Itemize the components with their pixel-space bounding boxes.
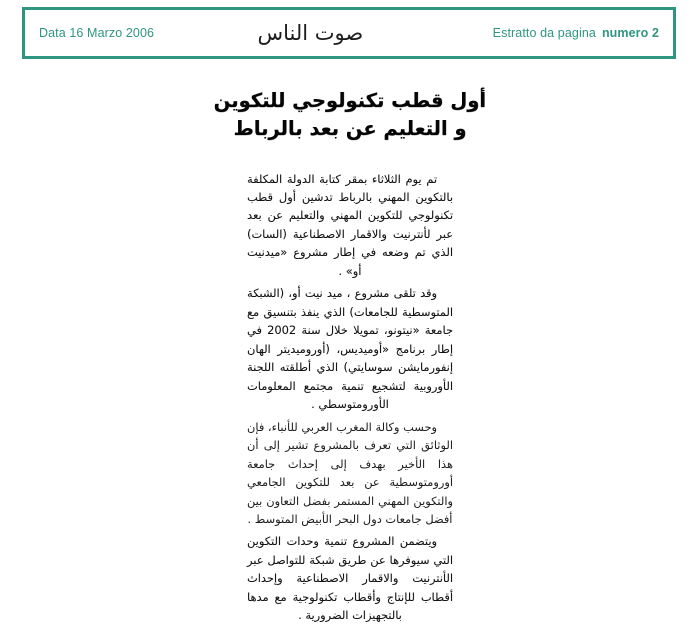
article-paragraph: وقد تلقى مشروع ، ميد نيت أو، (الشبكة المتوسطية للجامعات) الذي ينفذ بتنسيق مع جامعة «نيتونو، تمويلا خلال سنة 2002 في إطار برنامج «أوميديس، (أوروميديتر الهان إنفورمايشن سوسايتي) الذي أطلقته اللجنة الأوروبية لتشجيع تنمية مجتمع المعلومات الأورومتوسطي . — [247, 286, 453, 412]
clipping-page-reference — [493, 26, 659, 40]
article-body-column — [247, 170, 453, 625]
article-paragraph: وحسب وكالة المغرب العربي للأنباء، فإن الوثائق التي تعرف بالمشروع تشير إلى أن هذا الأخير بهدف إلى إحداث جامعة أورومتوسطية عن بعد للتكوين الجامعي والتكوين المهني المستمر بفضل التعاون بين أفضل جامعات دول البحر الأبيض المتوسط . — [247, 419, 453, 526]
article-scan — [0, 62, 700, 629]
article-headline — [214, 87, 486, 144]
headline-line-1: أول قطب تكنولوجي للتكوين — [213, 89, 486, 112]
article-paragraph: ويتضمن المشروع تنمية وحدات التكوين التي سيوفرها عن طريق شبكة للتواصل عبر الأنترنيت والاقمار الاصطناعية وإحداث أقطاب للإنتاج وأقطاب تكنولوجية مع مدها بالتجهيزات الضرورية . — [247, 534, 453, 623]
article-paragraph: تم يوم الثلاثاء بمقر كتابة الدولة المكلفة بالتكوين المهني بالرباط تدشين أول قطب تكنولوجي للتكوين المهني والتعليم عن بعد عبر لأنترنيت والاقمار الاصطناعية (السات) الذي تم وضعه في إطار مشروع «ميدنيت أو» . — [247, 171, 453, 278]
page-extract-label: Estratto da pagina — [492, 26, 596, 40]
clipping-date: Data 16 Marzo 2006 — [39, 26, 155, 40]
headline-line-2: و التعليم عن بعد بالرباط — [233, 117, 467, 141]
publication-title: صوت الناس — [257, 21, 364, 45]
page-number-value: numero 2 — [601, 26, 659, 40]
clipping-header-bar — [22, 7, 676, 59]
